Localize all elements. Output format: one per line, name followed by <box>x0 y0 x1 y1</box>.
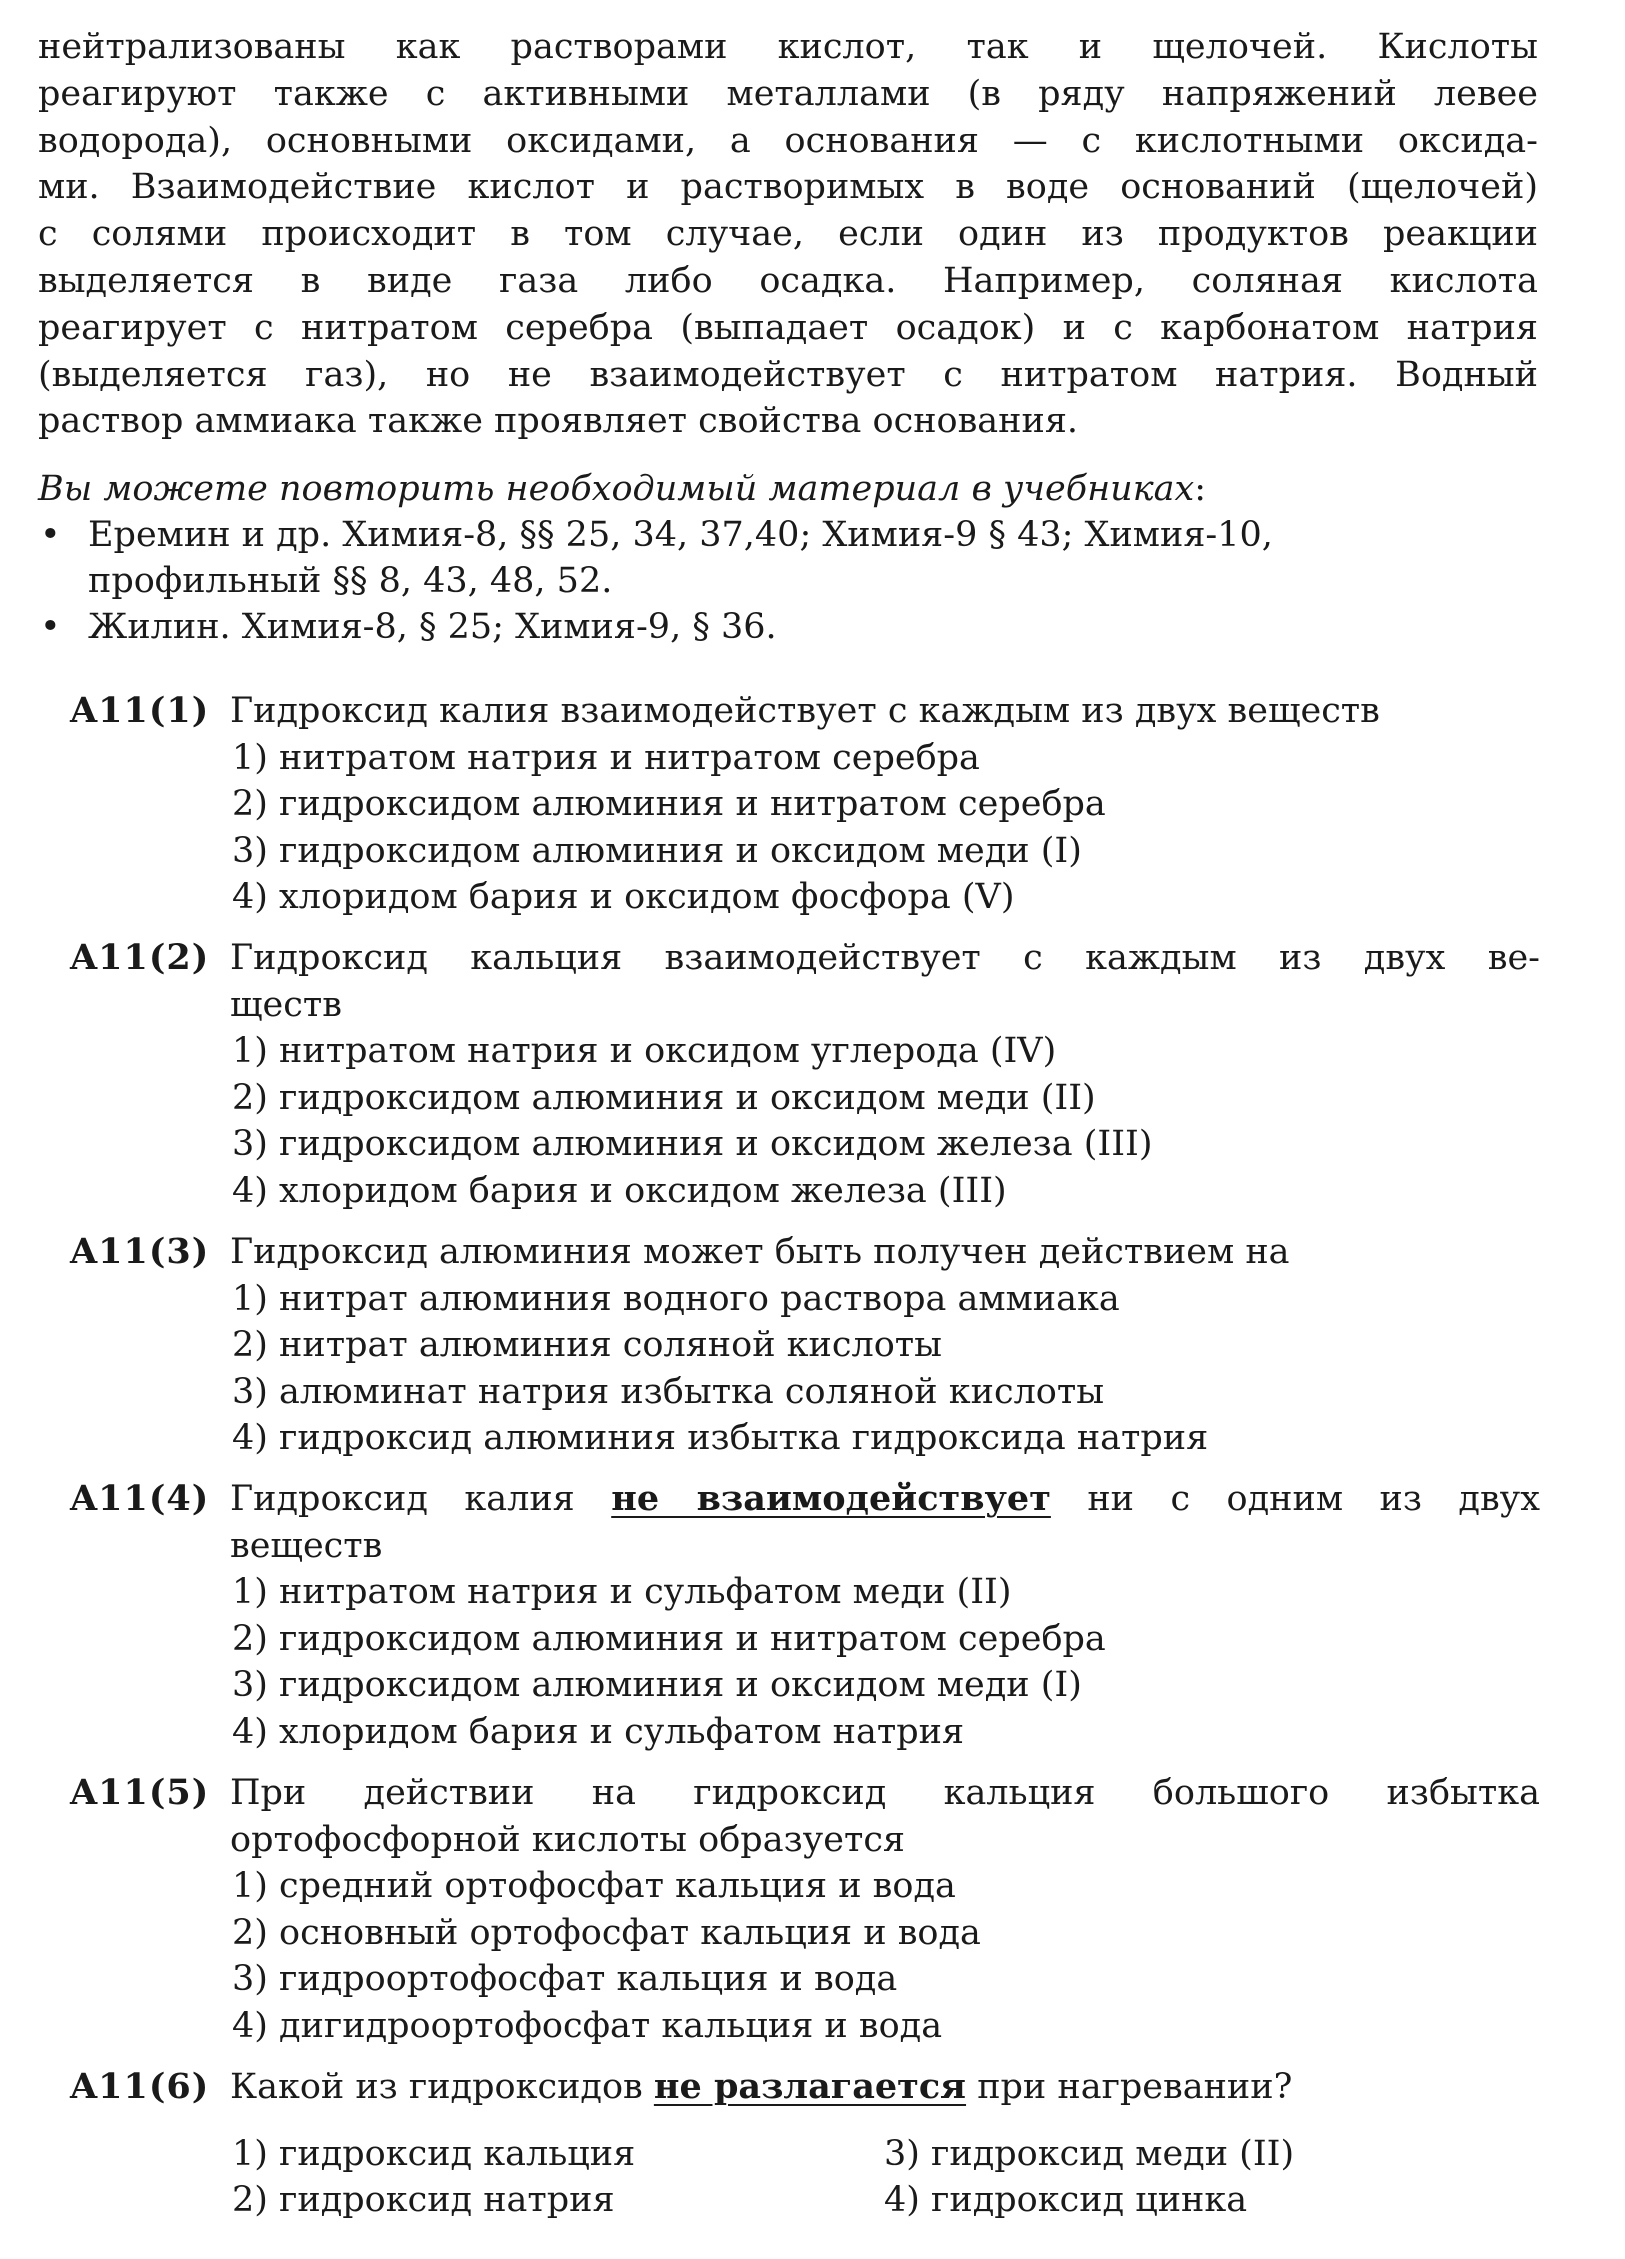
answer-option: 4) хлоридом бария и сульфатом натрия <box>232 1711 965 1752</box>
answer-option: 4) гидроксид алюминия избытка гидроксида натрия <box>232 1418 1209 1458</box>
question-a11-2 <box>70 935 1540 1214</box>
answer-option: 4) хлоридом бария и оксидом железа (III) <box>232 1170 1007 1211</box>
answer-option: 3) алюминат натрия избытка соляной кислоты <box>232 1371 1105 1412</box>
emphasis-text: не разлагается <box>653 2066 967 2107</box>
answer-options <box>232 2131 1540 2224</box>
question-text: Какой из гидроксидов не разлагается при нагревании? <box>230 2066 1293 2107</box>
answer-option: 3) гидроксидом алюминия и оксидом меди (I) <box>232 1665 1082 1705</box>
answer-option: 2) гидроксидом алюминия и нитратом серебра <box>232 1618 1106 1659</box>
question-number: A11(6) <box>70 2066 210 2107</box>
intro-line: раствор аммиака также проявляет свойства основания. <box>38 401 1079 442</box>
answer-option: 1) нитратом натрия и сульфатом меди (II) <box>232 1572 1012 1612</box>
answer-option: 4) гидроксид цинка <box>884 2180 1248 2220</box>
reference-item: • Жилин. Химия-8, § 25; Химия-9, § 36. <box>38 604 1558 650</box>
answer-option: 1) гидроксид кальция <box>232 2133 636 2174</box>
question-number: A11(3) <box>70 1231 210 1272</box>
question-text: Гидроксид кальция взаимодействует с каждым из двух ве- ществ <box>230 938 1540 1025</box>
intro-line: выделяется в виде газа либо осадка. Например, соляная кислота <box>38 260 1538 301</box>
answer-option: 2) гидроксидом алюминия и оксидом меди (II) <box>232 1077 1096 1118</box>
intro-paragraph <box>38 24 1538 445</box>
answer-options <box>232 1276 1540 1462</box>
answer-option: 1) нитрат алюминия водного раствора аммиака <box>232 1278 1120 1319</box>
answer-option: 1) нитратом натрия и нитратом серебра <box>232 737 980 778</box>
question-text: При действии на гидроксид кальция большого избытка ортофосфорной кислоты образуется <box>230 1773 1540 1860</box>
reference-item: • Еремин и др. Химия-8, §§ 25, 34, 37,40; Химия-9 § 43; Химия-10, профильный §§ 8, 43, 48, 52. <box>38 512 1558 604</box>
answer-option: 4) дигидроортофосфат кальция и вода <box>232 2005 943 2046</box>
question-a11-5 <box>70 1770 1540 2049</box>
bullet-icon: • <box>40 607 61 647</box>
answer-option: 3) гидроортофосфат кальция и вода <box>232 1959 898 1999</box>
question-a11-4 <box>70 1476 1540 1755</box>
question-a11-6 <box>70 2064 1540 2224</box>
references-heading: Вы можете повторить необходимый материал в учебниках: <box>38 469 1207 509</box>
intro-line: реагируют также с активными металлами (в ряду напряжений левее <box>38 73 1538 114</box>
answer-option: 1) средний ортофосфат кальция и вода <box>232 1866 956 1906</box>
answer-option: 3) гидроксид меди (II) <box>884 2133 1295 2174</box>
answer-option: 2) гидроксидом алюминия и нитратом серебра <box>232 784 1106 824</box>
answer-option: 2) нитрат алюминия соляной кислоты <box>232 1325 942 1365</box>
intro-line: реагирует с нитратом серебра (выпадает осадок) и с карбонатом натрия <box>38 307 1538 348</box>
bullet-icon: • <box>40 515 61 555</box>
question-number: A11(5) <box>70 1772 210 1813</box>
answer-options <box>232 1569 1540 1755</box>
answer-options <box>232 1028 1540 1214</box>
intro-line: с солями происходит в том случае, если один из продуктов реакции <box>38 214 1538 255</box>
intro-line: (выделяется газ), но не взаимодействует с нитратом натрия. Водный <box>38 354 1538 395</box>
intro-line: водорода), основными оксидами, а основания — с кислотными оксида- <box>38 120 1538 161</box>
question-text: Гидроксид калия взаимодействует с каждым из двух веществ <box>230 691 1380 731</box>
textbook-references <box>38 466 1558 650</box>
question-text: Гидроксид калия не взаимодействует ни с одним из двух веществ <box>230 1478 1540 1566</box>
answer-option: 1) нитратом натрия и оксидом углерода (IV) <box>232 1031 1057 1071</box>
answer-option: 4) хлоридом бария и оксидом фосфора (V) <box>232 877 1015 917</box>
question-number: A11(4) <box>70 1478 210 1519</box>
emphasis-text: не взаимодействует <box>611 1478 1051 1519</box>
answer-option: 3) гидроксидом алюминия и оксидом меди (I) <box>232 830 1082 871</box>
answer-options <box>232 735 1540 921</box>
question-text: Гидроксид алюминия может быть получен действием на <box>230 1232 1290 1272</box>
answer-options <box>232 1863 1540 2049</box>
answer-option: 2) основный ортофосфат кальция и вода <box>232 1912 981 1953</box>
question-a11-3 <box>70 1229 1540 1462</box>
intro-line: ми. Взаимодействие кислот и растворимых в воде оснований (щелочей) <box>38 167 1538 208</box>
question-number: A11(2) <box>70 937 210 978</box>
question-number: A11(1) <box>70 690 210 731</box>
intro-line: нейтрализованы как растворами кислот, так и щелочей. Кислоты <box>38 27 1538 67</box>
question-a11-1 <box>70 688 1540 921</box>
answer-option: 3) гидроксидом алюминия и оксидом железа (III) <box>232 1124 1153 1164</box>
answer-option: 2) гидроксид натрия <box>232 2180 615 2220</box>
